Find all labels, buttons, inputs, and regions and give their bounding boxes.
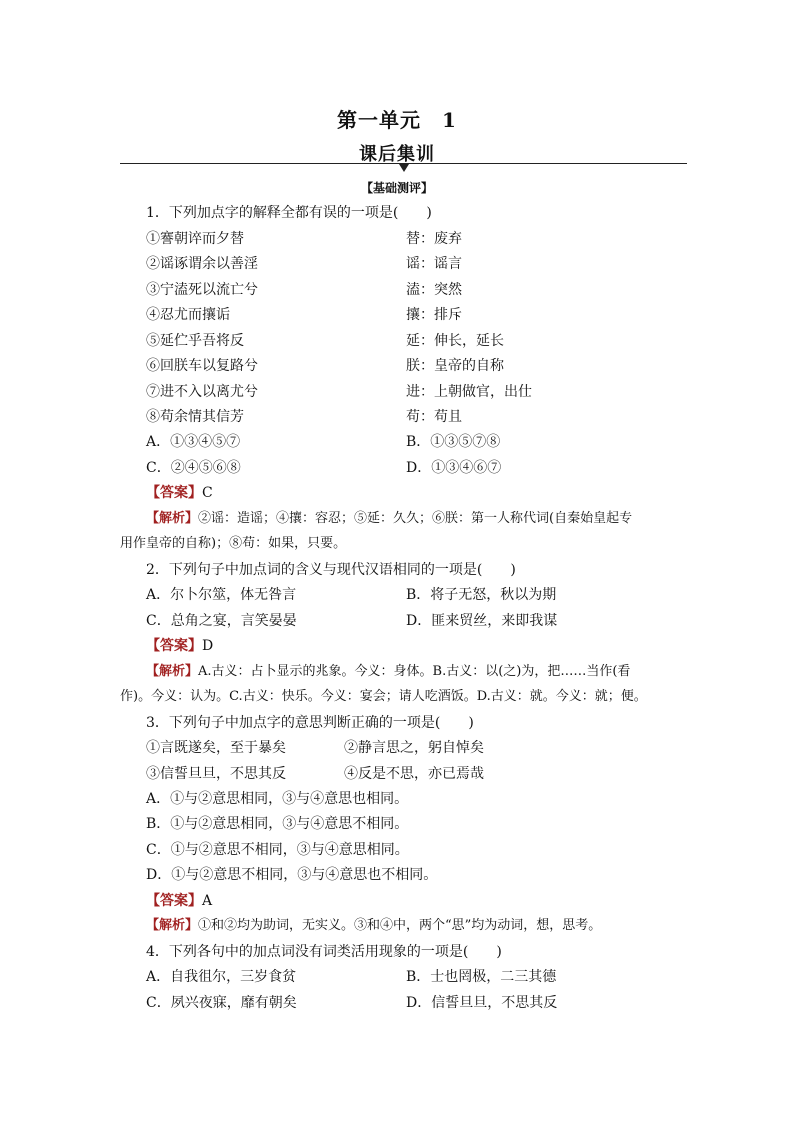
- q1-option-b: B．①③⑤⑦⑧: [406, 434, 501, 450]
- q1-option-a: A．①③④⑤⑦: [146, 434, 241, 450]
- analysis-tag: 【解析】: [146, 918, 199, 933]
- q2-stem: 2．下列句子中加点词的含义与现代汉语相同的一项是( ): [146, 562, 516, 578]
- q4-option-a: A．自我徂尔，三岁食贫: [146, 969, 297, 985]
- q2-option-c: C．总角之宴，言笑晏晏: [146, 613, 297, 629]
- q3-option-d: D．①与②意思不相同，③与④意思也不相同。: [146, 867, 438, 883]
- q3-option-b: B．①与②意思相同，③与④意思不相同。: [146, 816, 409, 832]
- block-label: 【基础测评】: [360, 181, 433, 195]
- q3-item-3: ③信誓旦旦，不思其反: [146, 766, 286, 782]
- q1-item-1-gloss: 替：废弃: [406, 231, 462, 247]
- q1-item-2: ②谣诼谓余以善淫: [146, 256, 258, 272]
- q1-item-3-gloss: 溘：突然: [406, 282, 462, 298]
- q4-option-c: C．夙兴夜寐，靡有朝矣: [146, 995, 297, 1011]
- analysis-text: A.古义：占卜显示的兆象。今义：身体。B.古义：以(之)为，把……当作(看: [198, 664, 631, 679]
- q1-item-5: ⑤延伫乎吾将反: [146, 333, 244, 349]
- q2-option-a: A．尔卜尔筮，体无咎言: [146, 587, 297, 603]
- q4-option-d: D．信誓旦旦，不思其反: [406, 995, 558, 1011]
- q1-item-8-gloss: 苟：苟且: [406, 409, 462, 425]
- q3-option-c: C．①与②意思不相同，③与④意思相同。: [146, 842, 409, 858]
- q1-item-7: ⑦进不入以离尤兮: [146, 384, 258, 400]
- q1-option-d: D．①③④⑥⑦: [406, 460, 502, 476]
- q1-answer: [146, 483, 213, 503]
- answer-value: A: [202, 893, 213, 909]
- q1-item-5-gloss: 延：伸长，延长: [406, 333, 504, 349]
- answer-value: D: [202, 638, 214, 654]
- q2-option-b: B．将子无怒，秋以为期: [406, 587, 557, 603]
- q1-stem: 1．下列加点字的解释全都有误的一项是( ): [146, 205, 432, 221]
- q2-analysis-cont: 作)。今义：认为。C.古义：快乐。今义：宴会；请人吃酒饭。D.古义：就。今义：就；便。: [120, 689, 647, 704]
- analysis-text: ①和②均为助词，无实义。③和④中，两个“思”均为动词，想，思考。: [198, 918, 602, 933]
- analysis-text: ②谣：造谣；④攘：容忍；⑤延：久久；⑥朕：第一人称代词(自秦始皇起专: [198, 511, 633, 526]
- q1-item-8: ⑧苟余情其信芳: [146, 409, 244, 425]
- triangle-marker-icon: [399, 164, 409, 172]
- q1-item-4: ④忍尤而攘诟: [146, 307, 230, 323]
- q3-option-a: A．①与②意思相同，③与④意思也相同。: [146, 791, 409, 807]
- answer-tag: 【答案】: [146, 485, 202, 501]
- q1-item-1: ①謇朝谇而夕替: [146, 231, 244, 247]
- q2-answer: [146, 636, 213, 656]
- q1-item-6: ⑥回朕车以复路兮: [146, 358, 258, 374]
- q3-stem: 3．下列句子中加点字的意思判断正确的一项是( ): [146, 715, 474, 731]
- q3-analysis: [146, 916, 601, 936]
- section-title: 课后集训: [359, 144, 435, 165]
- q1-option-c: C．②④⑤⑥⑧: [146, 460, 241, 476]
- q1-item-4-gloss: 攘：排斥: [406, 307, 462, 323]
- unit-title: 第一单元 1: [337, 108, 457, 132]
- q3-answer: [146, 891, 212, 911]
- q1-item-6-gloss: 朕：皇帝的自称: [406, 358, 504, 374]
- answer-tag: 【答案】: [146, 638, 202, 654]
- q2-analysis: [146, 662, 630, 682]
- q4-option-b: B．士也罔极，二三其德: [406, 969, 557, 985]
- q3-item-1: ①言既遂矣，至于暴矣: [146, 740, 286, 756]
- analysis-tag: 【解析】: [146, 664, 199, 679]
- answer-tag: 【答案】: [146, 893, 202, 909]
- q1-item-7-gloss: 进：上朝做官，出仕: [406, 384, 532, 400]
- q3-item-4: ④反是不思，亦已焉哉: [344, 766, 484, 782]
- q1-item-3: ③宁溘死以流亡兮: [146, 282, 258, 298]
- q3-item-2: ②静言思之，躬自悼矣: [344, 740, 484, 756]
- q1-analysis-cont: 用作皇帝的自称)；⑧苟：如果，只要。: [120, 536, 347, 551]
- q1-analysis: [146, 509, 632, 529]
- q4-stem: 4．下列各句中的加点词没有词类活用现象的一项是( ): [146, 944, 502, 960]
- analysis-tag: 【解析】: [146, 511, 199, 526]
- q1-item-2-gloss: 谣：谣言: [406, 256, 462, 272]
- q2-option-d: D．匪来贸丝，来即我谋: [406, 613, 558, 629]
- answer-value: C: [202, 485, 213, 501]
